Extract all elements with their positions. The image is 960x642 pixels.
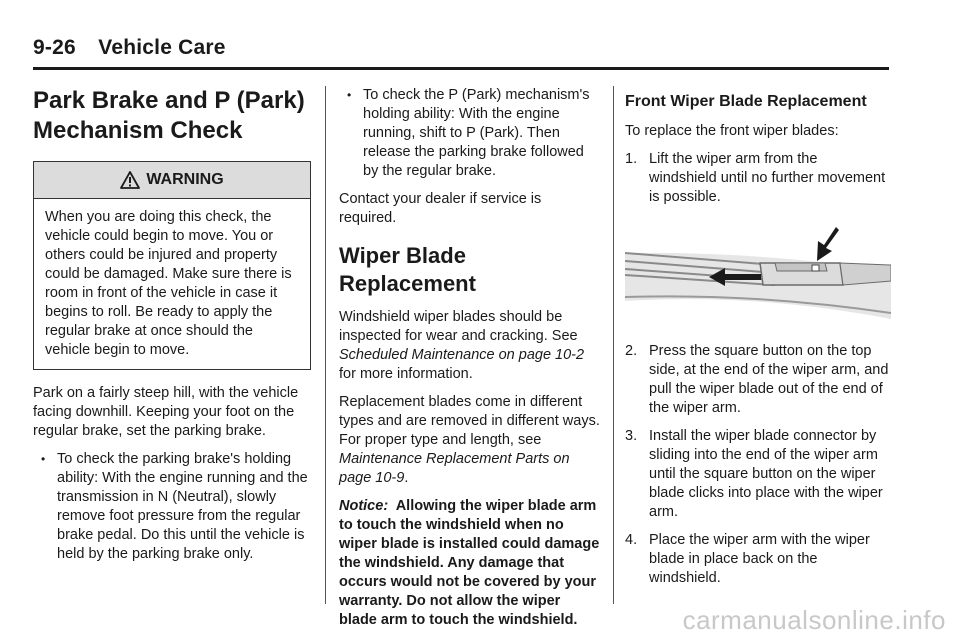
step-number: 1. (625, 151, 638, 167)
numbered-step (625, 531, 889, 588)
paragraph: To replace the front wiper blades: (625, 123, 839, 139)
text-run: Windshield wiper blades should be inspected for wear and cracking. See (339, 309, 578, 344)
warning-header (34, 162, 310, 199)
column-divider (613, 86, 614, 604)
notice-text: Allowing the wiper blade arm to touch the windshield when no wiper blade is installed could damage the windshield. Any damage that occurs would not be covered by your warranty. Do not allow the wiper blade arm to touch the windshield. (339, 498, 600, 628)
section-heading-wiper: Wiper Blade Replacement (339, 243, 476, 296)
text-run: for more information. (339, 366, 473, 382)
header-rule (33, 67, 889, 70)
column-divider (325, 86, 326, 604)
notice-label: Notice: (339, 498, 389, 514)
step-number: 4. (625, 532, 638, 548)
bullet-text: To check the P (Park) mechanism's holding ability: With the engine running, shift to P (Park). Then release the parking brake followed by the regular brake. (363, 87, 590, 179)
warning-label: WARNING (146, 171, 224, 188)
bullet-item (33, 450, 313, 564)
warning-triangle-icon (120, 171, 140, 189)
step-text: Place the wiper arm with the wiper blade in place back on the windshield. (649, 532, 870, 586)
wiper-blade-illustration (625, 223, 891, 323)
section-heading-front-wiper: Front Wiper Blade Replacement (625, 93, 867, 110)
arrow-press-icon (817, 227, 839, 261)
bullet-text: To check the parking brake's holding ability: With the engine running and the transmission in N (Neutral), slowly remove foot pressure from the regular brake pedal. Do this until the vehicle is held by the parking brake only. (57, 451, 308, 562)
paragraph (339, 393, 601, 488)
warning-box (33, 161, 311, 370)
step-text: Press the square button on the top side, at the end of the wiper arm, and pull the wiper blade out of the end of the wiper arm. (649, 343, 889, 416)
column-3 (625, 86, 889, 588)
page-header (33, 36, 889, 70)
bullet-icon: • (347, 88, 352, 102)
column-2 (339, 86, 601, 630)
paragraph (339, 308, 601, 384)
step-number: 2. (625, 343, 638, 359)
numbered-step (625, 342, 889, 418)
text-run: . (404, 470, 409, 486)
notice (339, 497, 601, 630)
numbered-step (625, 150, 889, 207)
column-1 (33, 86, 313, 564)
cross-reference-link[interactable]: Scheduled Maintenance on page 10-2 (339, 347, 585, 363)
paragraph: Park on a fairly steep hill, with the vehicle facing downhill. Keeping your foot on the regular brake, set the parking brake. (33, 385, 299, 439)
bullet-icon: • (41, 452, 46, 466)
page-number: 9-26 (33, 36, 76, 59)
step-text: Lift the wiper arm from the windshield until no further movement is possible. (649, 151, 886, 205)
watermark: carmanualsonline.info (682, 605, 946, 635)
section-title: Vehicle Care (98, 36, 226, 59)
paragraph: Contact your dealer if service is required. (339, 191, 542, 226)
text-run: Replacement blades come in different types and are removed in different ways. For proper type and length, see (339, 394, 600, 448)
step-number: 3. (625, 428, 638, 444)
cross-reference-link[interactable]: Maintenance Replacement Parts on page 10-9 (339, 451, 570, 486)
step-text: Install the wiper blade connector by sliding into the end of the wiper arm until the square button on the wiper blade clicks into place with the wiper arm. (649, 428, 883, 520)
warning-text: When you are doing this check, the vehicle could begin to move. You or others could be injured and property could be damaged. Make sure there is room in front of the vehicle in case it begins to roll. Be ready to apply the regular brake at once should the vehicle begin to move. (45, 209, 292, 358)
section-heading-park-brake: Park Brake and P (Park) Mechanism Check (33, 87, 305, 144)
bullet-item (339, 86, 601, 181)
numbered-step (625, 427, 889, 522)
